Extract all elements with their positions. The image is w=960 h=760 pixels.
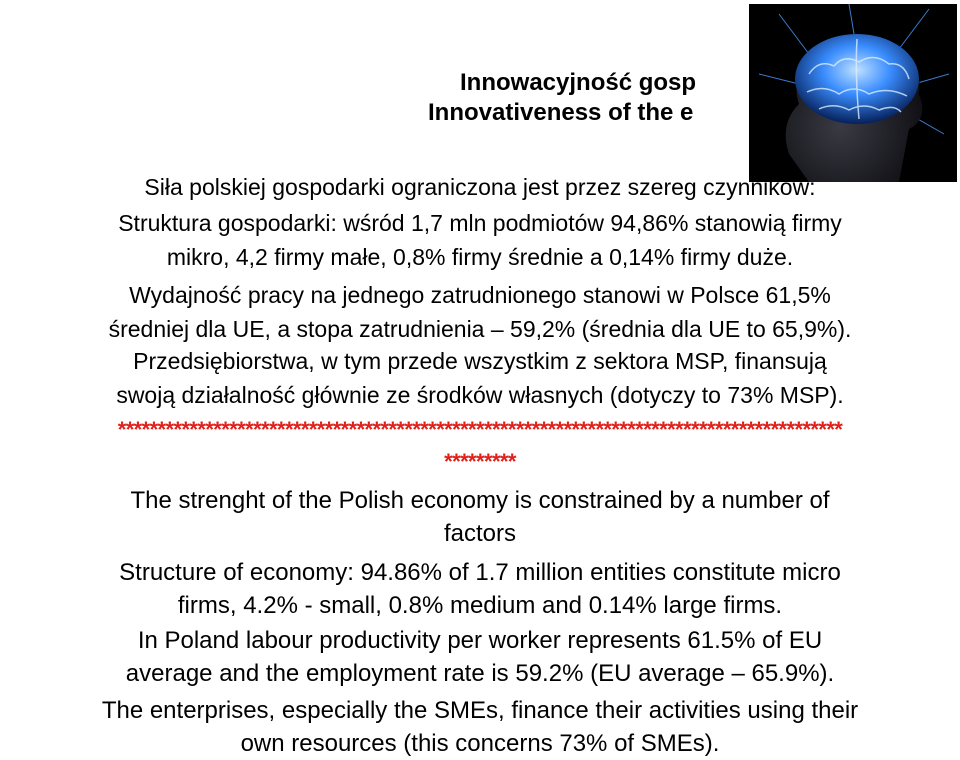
title-polish: Innowacyjność gosp: [460, 69, 697, 96]
english-paragraph-2: [0, 556, 960, 622]
polish-paragraph-2: [0, 206, 960, 274]
english-line: factors: [443, 520, 517, 547]
polish-paragraph-3: [0, 278, 960, 346]
english-line: Structure of economy: 94.86% of 1.7 million entities constitute micro: [119, 559, 841, 586]
polish-line: Przedsiębiorstwa, w tym przede wszystkim z sektora MSP, finansują: [133, 348, 827, 374]
english-line: firms, 4.2% - small, 0.8% medium and 0.14% large firms.: [177, 592, 783, 619]
glowing-brain-icon: [749, 4, 957, 182]
polish-line: swoją działalność głównie ze środków własnych (dotyczy to 73% MSP).: [116, 382, 844, 408]
english-line: own resources (this concerns 73% of SMEs).: [240, 730, 720, 757]
english-line: In Poland labour productivity per worker represents 61.5% of EU: [137, 627, 823, 654]
polish-line: Siła polskiej gospodarki ograniczona jest przez szereg czynników:: [144, 174, 816, 200]
polish-paragraph-4: [0, 344, 960, 412]
title-english: Innovativeness of the e: [428, 99, 694, 126]
separator-stars-short: *********: [444, 449, 516, 474]
english-line: The strenght of the Polish economy is constrained by a number of: [130, 487, 830, 514]
polish-line: Wydajność pracy na jednego zatrudnionego stanowi w Polsce 61,5%: [129, 282, 831, 308]
english-paragraph-4: [0, 694, 960, 760]
english-line: The enterprises, especially the SMEs, finance their activities using their: [101, 697, 859, 724]
english-paragraph-3: [0, 624, 960, 690]
polish-line: mikro, 4,2 firmy małe, 0,8% firmy średnie a 0,14% firmy duże.: [166, 244, 794, 270]
english-paragraph-1: [0, 484, 960, 550]
polish-line: średniej dla UE, a stopa zatrudnienia – 59,2% (średnia dla UE to 65,9%).: [108, 316, 852, 342]
polish-line: Struktura gospodarki: wśród 1,7 mln podmiotów 94,86% stanowią firmy: [118, 210, 842, 236]
english-line: average and the employment rate is 59.2% (EU average – 65.9%).: [125, 660, 835, 687]
separator-stars: *******************************************************************************************: [117, 417, 843, 442]
polish-paragraph-1: [0, 170, 960, 204]
